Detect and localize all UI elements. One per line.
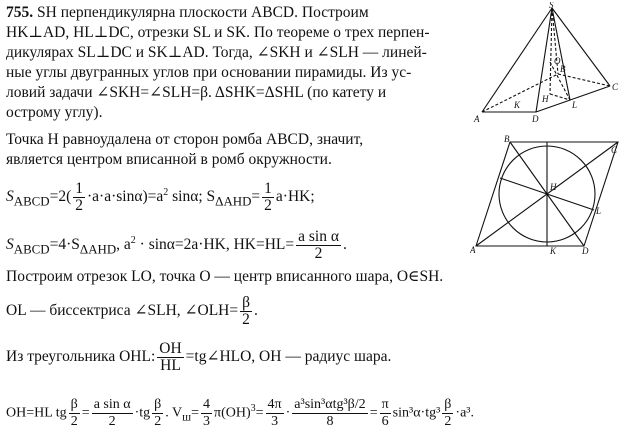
pyramid-figure	[470, 2, 620, 126]
f5-frac6	[292, 397, 367, 430]
formula-1	[6, 174, 315, 220]
formula-4	[6, 338, 391, 376]
label-c: C	[612, 82, 619, 92]
problem-text-1: SH перпендикулярна плоскости ABCD. Построим	[37, 4, 369, 21]
f4-a: Из треугольника OHL:	[6, 348, 156, 365]
problem-line-7: Точка H равноудалена от сторон ромба ABCD, значит,	[6, 131, 364, 148]
radius-hl	[547, 194, 594, 210]
f5-b: =	[81, 405, 90, 421]
problem-line-5: ловий задачи ∠SKH=∠SLH=β. ΔSHK=ΔSHL (по катету и	[6, 84, 387, 101]
label-l: L	[572, 100, 578, 110]
f5-frac7-den: 6	[381, 413, 389, 429]
f5-frac5-den: 3	[271, 413, 279, 429]
f2-sub2: ΔAHD	[79, 241, 117, 257]
label-h: H	[550, 182, 557, 192]
f5-frac4-num: 4	[203, 396, 211, 412]
f1-frac2	[262, 181, 274, 214]
f2-frac-num: a sin α	[298, 228, 339, 246]
f5-c: ·tg	[134, 405, 151, 421]
f5-frac5-num: 4π	[267, 396, 282, 412]
f2-s: S	[6, 236, 14, 254]
f5-h: ·	[285, 405, 291, 421]
problem-line-6: острому углу).	[6, 104, 103, 121]
f5-i: =	[369, 405, 378, 421]
f2-sup: 2	[130, 235, 136, 246]
construction-line: Построим отрезок LO, точка O — центр вписанного шара, O∈SH.	[6, 268, 444, 285]
f5-frac1	[69, 397, 80, 430]
f5-g: =	[255, 405, 264, 421]
f3-frac	[240, 295, 252, 328]
f1-d: sinα; S	[168, 188, 216, 206]
label-b: B	[560, 64, 566, 74]
f1-e: =	[251, 188, 261, 206]
f5-frac6-num: a³sin³αtg³β/2	[294, 396, 366, 412]
label-a: A	[474, 114, 480, 124]
f1-sup: 2	[163, 187, 169, 198]
f3-frac-num: β	[242, 293, 250, 311]
f5-frac2	[92, 397, 133, 430]
problem-number: 755.	[6, 4, 34, 21]
f5-frac5	[266, 397, 284, 430]
f3-frac-den: 2	[242, 310, 250, 328]
f5-frac3	[152, 397, 163, 430]
f1-frac2-num: 1	[264, 180, 272, 198]
label-h: H	[542, 94, 549, 104]
f2-d: · sinα=2a·HK, HK=HL=	[135, 236, 295, 254]
f1-sub2: ΔAHD	[215, 193, 252, 209]
f4-b: =tg∠HLO, OH — радиус шара.	[185, 348, 392, 365]
f5-frac3-den: 2	[154, 413, 162, 429]
f4-frac-num: OH	[159, 339, 182, 357]
label-c: C	[611, 145, 618, 155]
label-b: B	[504, 134, 510, 144]
radius-left	[500, 178, 547, 194]
f5-sup: 3	[250, 403, 256, 414]
rhombus-figure	[470, 134, 620, 254]
f5-frac6-den: 8	[326, 413, 334, 429]
f1-f: a·HK;	[275, 188, 315, 206]
f1-sub1: ABCD	[13, 193, 50, 209]
label-s: S	[549, 2, 554, 10]
f3-b: .	[254, 302, 258, 319]
f5-frac1-num: β	[70, 396, 78, 412]
label-k: K	[514, 100, 521, 110]
f1-frac1-num: 1	[75, 180, 84, 198]
f5-e: =	[191, 405, 200, 421]
f4-frac	[157, 341, 183, 374]
problem-line-3: дикулярах SL⊥DC и SK⊥AD. Тогда, ∠SKH и ∠SLH — линей-	[6, 44, 427, 61]
label-k: K	[550, 246, 557, 254]
f5-frac8-den: 2	[444, 413, 452, 429]
f4-frac-den: HL	[160, 356, 181, 374]
label-d: D	[532, 114, 539, 124]
f5-frac1-den: 2	[70, 413, 78, 429]
f5-sub: ш	[182, 410, 192, 424]
f5-frac7	[380, 397, 391, 430]
f5-frac8	[442, 397, 453, 430]
f1-s: S	[6, 188, 14, 206]
f5-k: ·a³.	[455, 405, 474, 421]
f2-sub1: ABCD	[13, 241, 50, 257]
f5-f: π(OH)	[214, 405, 251, 421]
f2-c: , a	[116, 236, 131, 254]
f5-frac7-num: π	[381, 396, 389, 412]
f5-frac4	[201, 397, 212, 430]
f1-c: ·a·a·sinα)=a	[87, 188, 164, 206]
label-a: A	[470, 245, 476, 254]
problem-line-4: ные углы двугранных углов при основании пирамиды. Из ус-	[6, 64, 412, 81]
segment-sl	[552, 8, 570, 100]
problem-line-8: является центром вписанной в ромб окружности.	[6, 151, 332, 168]
f5-frac3-num: β	[154, 396, 162, 412]
problem-line-2: HK⊥AD, HL⊥DC, отрезки SL и SK. По теореме о трех перпен-	[6, 24, 430, 41]
problem-line-1	[6, 4, 369, 22]
f5-frac2-num: a sin α	[93, 396, 131, 412]
f5-frac8-num: β	[444, 396, 452, 412]
f5-frac4-den: 3	[203, 413, 211, 429]
formula-2	[6, 222, 347, 268]
label-o: O	[554, 56, 561, 66]
f5-a: OH=HL tg	[6, 405, 67, 421]
label-l: L	[596, 206, 602, 216]
f1-frac2-den: 2	[264, 197, 272, 215]
f5-j: sin³α·tg³	[392, 405, 441, 421]
formula-3	[6, 292, 258, 330]
f1-frac1-den: 2	[75, 197, 84, 215]
f2-frac	[296, 229, 341, 262]
f1-frac1	[73, 181, 85, 214]
f5-d: . V	[165, 405, 183, 421]
label-d: D	[582, 246, 589, 254]
f1-b: =2(	[49, 188, 72, 206]
f5-frac2-den: 2	[108, 413, 116, 429]
f2-frac-den: 2	[314, 245, 323, 263]
f2-e: .	[342, 236, 347, 254]
formula-5	[6, 390, 474, 436]
f3-a: OL — биссектриса ∠SLH, ∠OLH=	[6, 302, 239, 319]
f2-b: =4·S	[49, 236, 80, 254]
